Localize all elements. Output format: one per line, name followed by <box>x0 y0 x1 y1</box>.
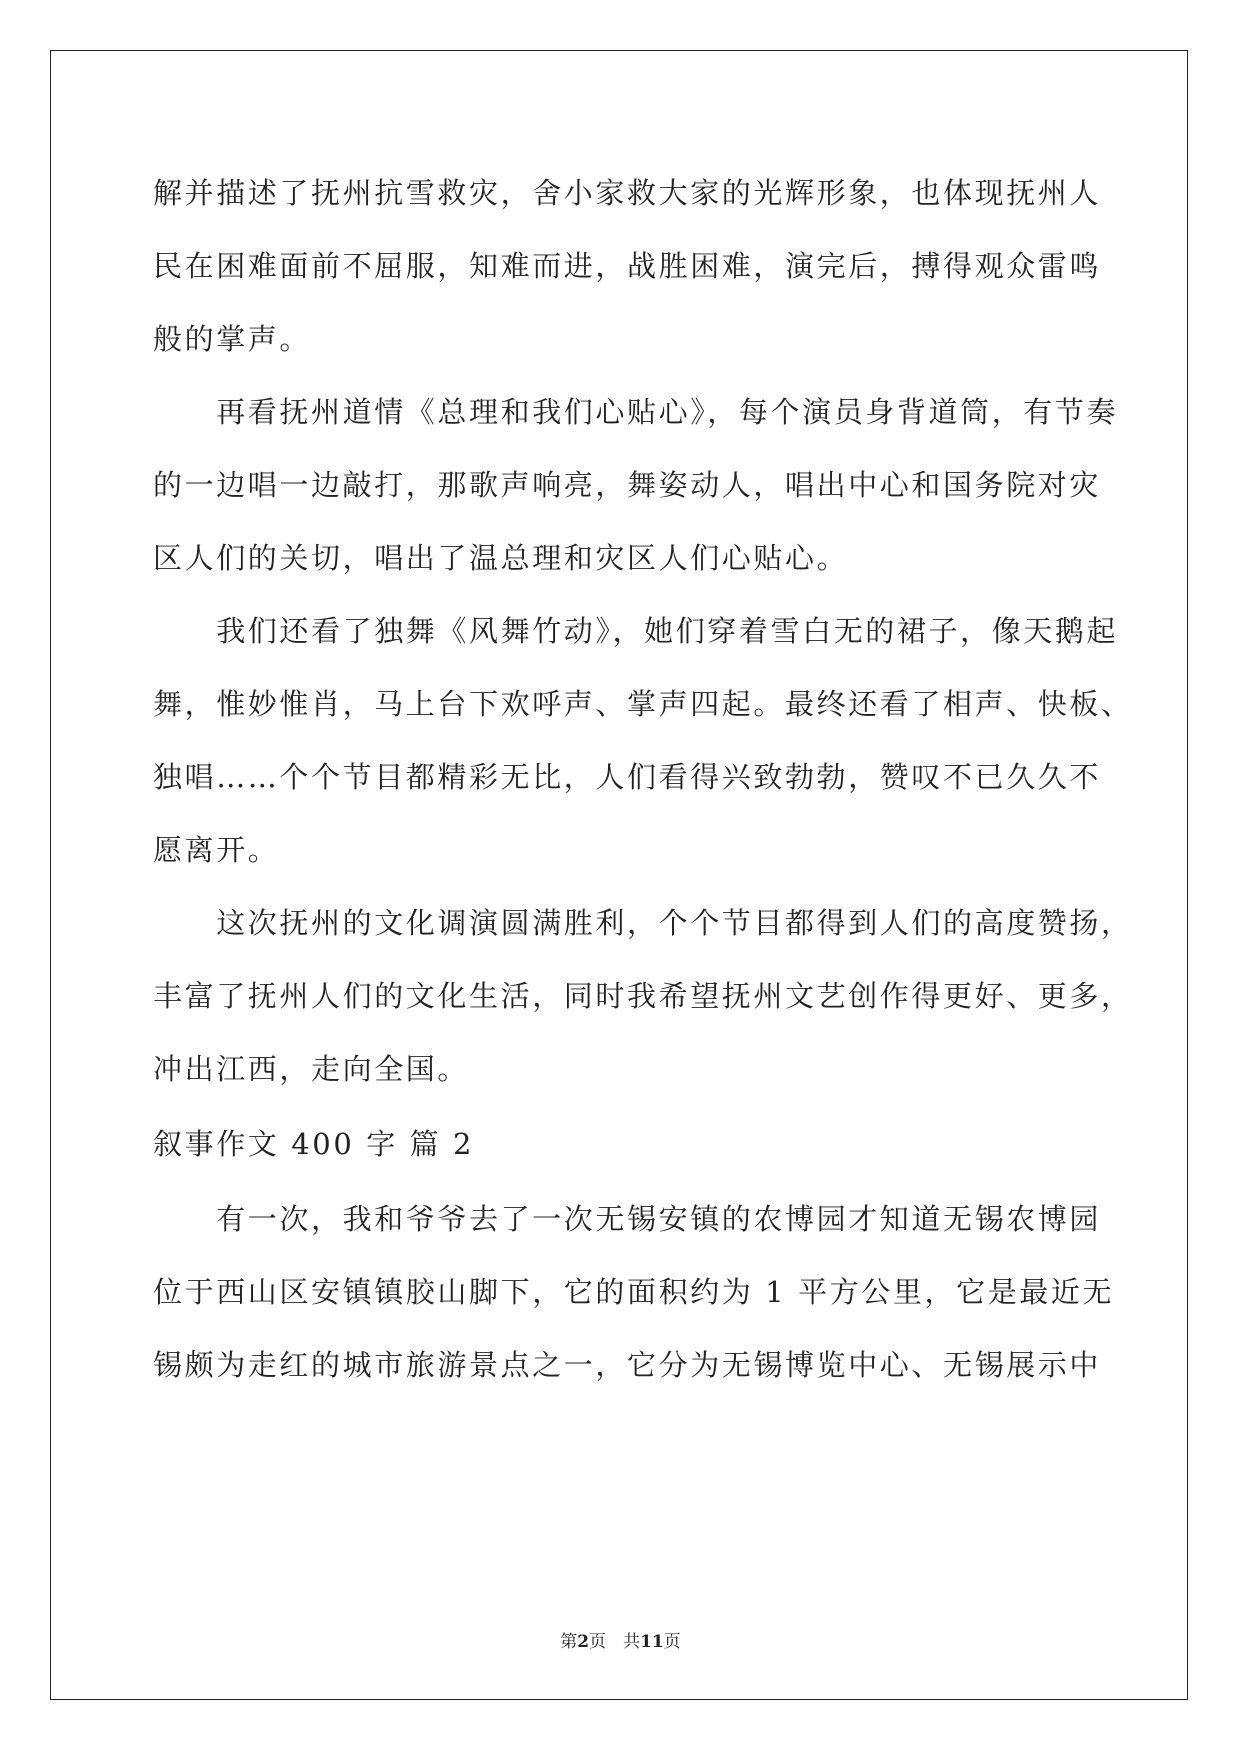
text-line: 锡颇为走红的城市旅游景点之一，它分为无锡博览中心、无锡展示中 <box>153 1348 1102 1382</box>
text-line: 这次抚州的文化调演圆满胜利，个个节目都得到人们的高度赞扬， <box>153 906 1133 940</box>
text-line: 般的掌声。 <box>153 322 312 356</box>
text-line: 愿离开。 <box>153 833 280 867</box>
page-suffix: 页 <box>663 1632 681 1652</box>
page-prefix: 第 <box>560 1632 578 1652</box>
text-line: 区人们的关切，唱出了温总理和灾区人们心贴心。 <box>153 541 849 575</box>
text-line: 再看抚州道情《总理和我们心贴心》，每个演员身背道筒，有节奏 <box>153 395 1119 429</box>
text-line: 独唱……个个节目都精彩无比，人们看得兴致勃勃，赞叹不已久久不 <box>153 760 1102 794</box>
text-line: 我们还看了独舞《风舞竹动》，她们穿着雪白无的裙子，像天鹅起 <box>153 614 1119 648</box>
text-line: 民在困难面前不屈服，知难而进，战胜困难，演完后，搏得观众雷鸣 <box>153 249 1102 283</box>
page-footer <box>0 1627 1241 1652</box>
text-line: 的一边唱一边敲打，那歌声响亮，舞姿动人，唱出中心和国务院对灾 <box>153 468 1102 502</box>
text-line: 丰富了抚州人们的文化生活，同时我希望抚州文艺创作得更好、更多， <box>153 979 1133 1013</box>
text-line: 位于西山区安镇镇胶山脚下，它的面积约为 1 平方公里，它是最近无 <box>153 1275 1115 1309</box>
text-line: 有一次，我和爷爷去了一次无锡安镇的农博园才知道无锡农博园 <box>153 1202 1102 1236</box>
document-body <box>153 157 1133 1402</box>
page-total: 11 <box>640 1632 664 1652</box>
text-line: 冲出江西，走向全国。 <box>153 1052 470 1086</box>
section-heading: 叙事作文 400 字 篇 2 <box>153 1127 475 1161</box>
page-mid: 页 共 <box>589 1632 641 1652</box>
page-current: 2 <box>577 1632 590 1652</box>
text-line: 舞，惟妙惟肖，马上台下欢呼声、掌声四起。最终还看了相声、快板、 <box>153 687 1133 721</box>
text-line: 解并描述了抚州抗雪救灾，舍小家救大家的光辉形象，也体现抚州人 <box>153 176 1102 210</box>
